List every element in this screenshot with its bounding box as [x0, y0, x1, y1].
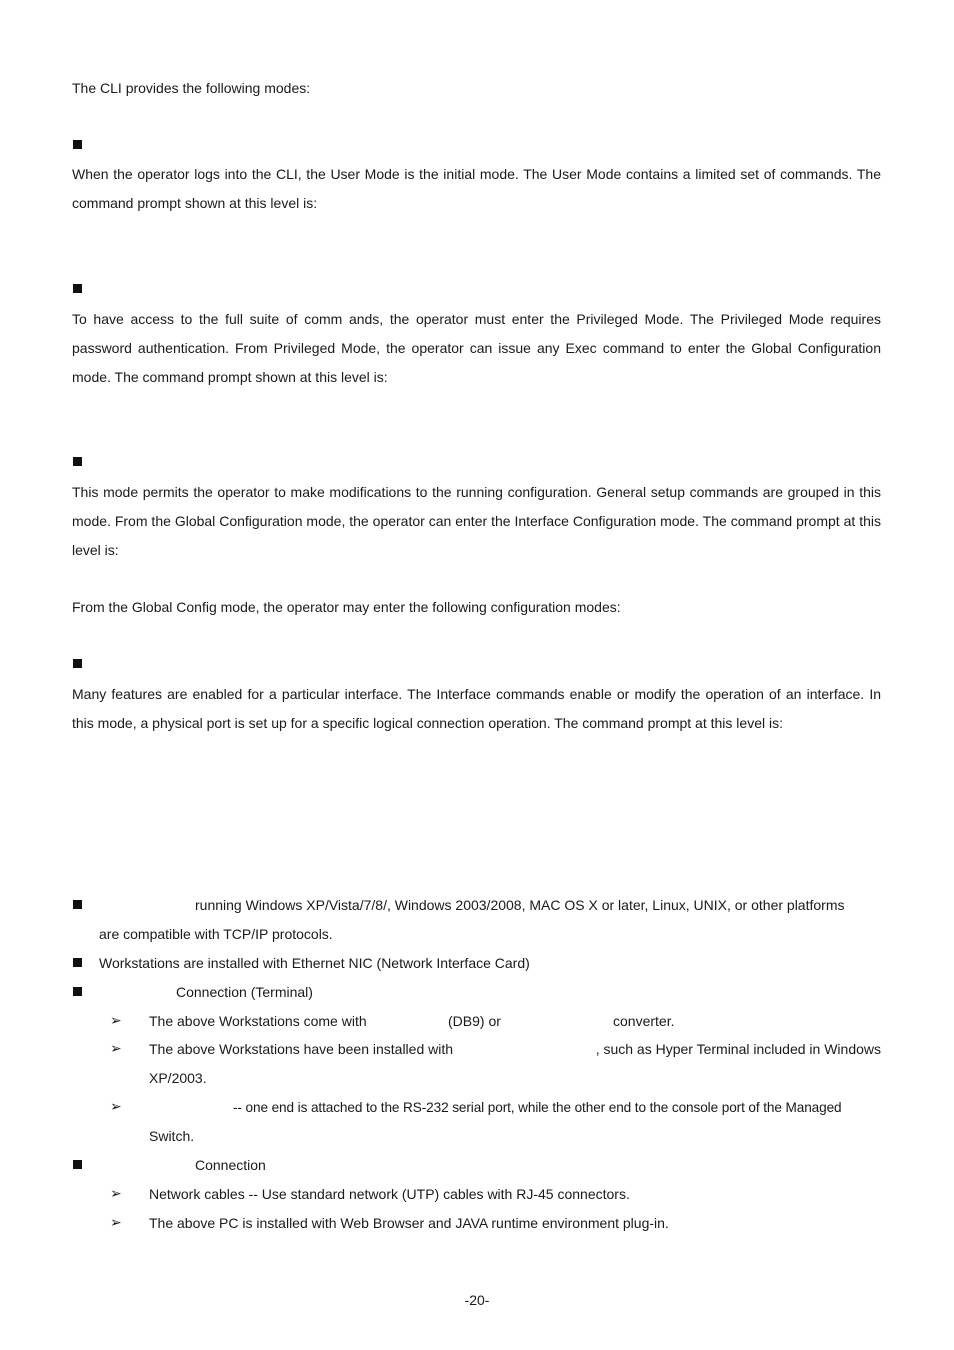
serial-item-1-part-a: The above Workstations come with — [149, 1013, 367, 1029]
serial-item-1-part-b: (DB9) or — [448, 1013, 501, 1029]
serial-item-2-cont: XP/2003. — [149, 1070, 207, 1086]
list-bullet-icon — [73, 958, 82, 967]
intro-text: The CLI provides the following modes: — [72, 80, 311, 96]
serial-item-3-cont: Switch. — [149, 1128, 195, 1144]
arrow-bullet-icon: ➢ — [110, 1186, 122, 1202]
arrow-bullet-icon: ➢ — [110, 1041, 122, 1057]
arrow-bullet-icon: ➢ — [110, 1013, 122, 1029]
ethernet-item-1: Network cables -- Use standard network (UTP) cables with RJ-45 connectors. — [149, 1186, 630, 1202]
ethernet-item-2: The above PC is installed with Web Browser and JAVA runtime environment plug-in. — [149, 1215, 669, 1231]
serial-item-2-part-a: The above Workstations have been installed with — [149, 1041, 454, 1057]
section-bullet-icon — [73, 457, 82, 466]
ethernet-connection-label: Connection — [195, 1157, 266, 1173]
page-number: -20- — [464, 1292, 490, 1308]
nic-requirement: Workstations are installed with Ethernet NIC (Network Interface Card) — [99, 955, 530, 971]
arrow-bullet-icon: ➢ — [110, 1099, 122, 1115]
section-bullet-icon — [73, 284, 82, 293]
serial-item-2-part-b: , such as Hyper Terminal included in Windows — [595, 1041, 881, 1057]
global-config-followup: From the Global Config mode, the operator may enter the following configuration modes: — [72, 599, 621, 615]
privileged-mode-description: To have access to the full suite of comm ands, the operator must enter the Privileged Mode. The Privileged Mode requires password authentication. From Privileged Mode, the operator can issue any Exec command to enter the Global Configuration mode. The command prompt shown at this level is: — [72, 311, 881, 385]
workstations-requirement: running Windows XP/Vista/7/8/, Windows 2003/2008, MAC OS X or later, Linux, UNIX, or other platforms — [195, 897, 845, 913]
serial-connection-label: Connection (Terminal) — [176, 984, 313, 1000]
arrow-bullet-icon: ➢ — [110, 1215, 122, 1231]
list-bullet-icon — [73, 1160, 82, 1169]
list-bullet-icon — [73, 987, 82, 996]
interface-mode-description: Many features are enabled for a particular interface. The Interface commands enable or modify the operation of an interface. In this mode, a physical port is set up for a specific logical connection operation. The command prompt at this level is: — [72, 686, 881, 731]
user-mode-description: When the operator logs into the CLI, the User Mode is the initial mode. The User Mode contains a limited set of commands. The command prompt shown at this level is: — [72, 166, 881, 211]
workstations-requirement-cont: are compatible with TCP/IP protocols. — [99, 926, 333, 942]
section-bullet-icon — [73, 659, 82, 668]
list-bullet-icon — [73, 900, 82, 909]
serial-item-3: -- one end is attached to the RS-232 serial port, while the other end to the console port of the Managed — [233, 1100, 842, 1115]
section-bullet-icon — [73, 140, 82, 149]
global-config-mode-description: This mode permits the operator to make modifications to the running configuration. General setup commands are grouped in this mode. From the Global Configuration mode, the operator can enter the Interface Configuration mode. The command prompt at this level is: — [72, 484, 881, 558]
serial-item-1-part-c: converter. — [613, 1013, 675, 1029]
